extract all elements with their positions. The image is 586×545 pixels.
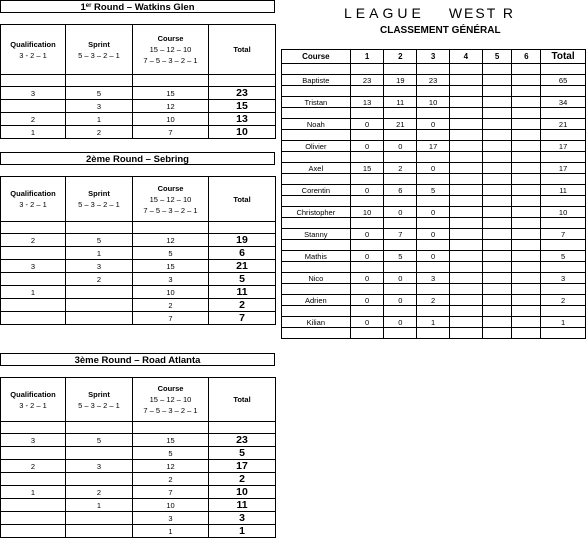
race-1-cell: 0	[350, 295, 384, 306]
course-cell: 2	[133, 299, 209, 312]
sprint-cell: 3	[66, 260, 133, 273]
qualification-cell: 1	[1, 126, 66, 139]
spacer-row	[282, 130, 586, 141]
race-6-cell	[512, 141, 541, 152]
round-2-body	[1, 234, 276, 325]
round-2-table	[0, 176, 276, 325]
sprint-cell: 1	[66, 499, 133, 512]
race-4-cell	[449, 75, 482, 86]
race-1-cell: 10	[350, 207, 384, 218]
total-cell: 23	[209, 87, 276, 100]
course-header: Course 15 – 12 – 10 7 – 5 – 3 – 2 – 1	[133, 25, 209, 75]
race-5-header: 5	[482, 50, 512, 64]
race-5-cell	[482, 207, 512, 218]
round-3-number: 3ème	[74, 355, 99, 366]
course-cell: 7	[133, 126, 209, 139]
race-2-cell: 11	[384, 97, 417, 108]
spacer-row	[282, 262, 586, 273]
race-4-cell	[449, 273, 482, 284]
qualification-cell: 1	[1, 486, 66, 499]
qualification-cell: 1	[1, 286, 66, 299]
qualification-cell: 3	[1, 260, 66, 273]
driver-name-cell: Nico	[282, 273, 351, 284]
sprint-cell: 3	[66, 460, 133, 473]
race-5-cell	[482, 229, 512, 240]
sprint-header: Sprint 5 – 3 – 2 – 1	[66, 378, 133, 422]
qualification-cell	[1, 299, 66, 312]
race-3-cell: 0	[417, 119, 450, 130]
race-5-cell	[482, 97, 512, 108]
spacer-row	[282, 306, 586, 317]
course-cell: 10	[133, 499, 209, 512]
sprint-cell: 1	[66, 247, 133, 260]
sprint-cell	[66, 286, 133, 299]
race-3-cell: 3	[417, 273, 450, 284]
sprint-cell: 2	[66, 126, 133, 139]
standings-row	[282, 75, 586, 86]
course-cell: 12	[133, 100, 209, 113]
race-5-cell	[482, 119, 512, 130]
total-cell: 1	[541, 317, 586, 328]
driver-name-cell: Adrien	[282, 295, 351, 306]
sprint-cell: 5	[66, 87, 133, 100]
table-row	[1, 486, 276, 499]
total-cell: 10	[209, 126, 276, 139]
spacer-row	[282, 218, 586, 229]
league-title-right: WEST R	[448, 5, 516, 21]
total-cell: 11	[541, 185, 586, 196]
total-header: Total	[209, 25, 276, 75]
race-6-cell	[512, 207, 541, 218]
race-4-cell	[449, 207, 482, 218]
race-3-cell: 10	[417, 97, 450, 108]
course-cell: 15	[133, 87, 209, 100]
race-3-cell: 17	[417, 141, 450, 152]
race-5-cell	[482, 141, 512, 152]
standings-row	[282, 185, 586, 196]
race-2-header: 2	[384, 50, 417, 64]
total-cell: 2	[541, 295, 586, 306]
course-cell: 15	[133, 260, 209, 273]
spacer-row	[282, 284, 586, 295]
total-cell: 3	[209, 512, 276, 525]
race-6-cell	[512, 229, 541, 240]
total-header: Total	[209, 378, 276, 422]
qualification-header: Qualification 3 - 2 – 1	[1, 25, 66, 75]
race-6-cell	[512, 295, 541, 306]
race-2-cell: 2	[384, 163, 417, 174]
sprint-cell	[66, 447, 133, 460]
total-cell: 11	[209, 499, 276, 512]
sprint-cell: 3	[66, 100, 133, 113]
table-row	[1, 434, 276, 447]
total-cell: 5	[209, 447, 276, 460]
sprint-cell: 5	[66, 234, 133, 247]
round-1-table	[0, 24, 276, 139]
race-2-cell: 7	[384, 229, 417, 240]
driver-name-cell: Tristan	[282, 97, 351, 108]
race-5-cell	[482, 295, 512, 306]
total-cell: 15	[209, 100, 276, 113]
round-3-table	[0, 377, 276, 538]
course-cell: 3	[133, 273, 209, 286]
race-4-cell	[449, 141, 482, 152]
total-cell: 7	[209, 312, 276, 325]
total-cell: 17	[209, 460, 276, 473]
qualification-cell: 2	[1, 113, 66, 126]
race-1-cell: 0	[350, 229, 384, 240]
race-4-cell	[449, 229, 482, 240]
table-row	[1, 87, 276, 100]
spacer-row	[1, 75, 276, 87]
total-cell: 13	[209, 113, 276, 126]
sprint-header: Sprint 5 – 3 – 2 – 1	[66, 177, 133, 222]
qualification-cell: 3	[1, 87, 66, 100]
course-cell: 5	[133, 247, 209, 260]
league-body	[282, 64, 586, 339]
table-row	[1, 512, 276, 525]
spacer-row	[282, 240, 586, 251]
total-cell: 10	[541, 207, 586, 218]
round-3-name: Round – Road Atlanta	[98, 355, 201, 366]
spacer-row	[282, 174, 586, 185]
table-row	[1, 473, 276, 486]
race-3-cell: 0	[417, 207, 450, 218]
driver-name-cell: Olivier	[282, 141, 351, 152]
driver-name-cell: Axel	[282, 163, 351, 174]
driver-name-cell: Baptiste	[282, 75, 351, 86]
table-row	[1, 100, 276, 113]
race-2-cell: 19	[384, 75, 417, 86]
race-5-cell	[482, 163, 512, 174]
race-2-cell: 6	[384, 185, 417, 196]
race-5-cell	[482, 317, 512, 328]
driver-name-cell: Corentin	[282, 185, 351, 196]
course-cell: 5	[133, 447, 209, 460]
race-1-header: 1	[350, 50, 384, 64]
race-5-cell	[482, 75, 512, 86]
total-cell: 2	[209, 473, 276, 486]
sprint-cell	[66, 312, 133, 325]
total-cell: 17	[541, 163, 586, 174]
qualification-cell	[1, 512, 66, 525]
course-cell: 1	[133, 525, 209, 538]
race-3-cell: 2	[417, 295, 450, 306]
race-2-cell: 0	[384, 207, 417, 218]
spacer-row	[282, 328, 586, 339]
spacer-row	[282, 64, 586, 75]
table-row	[1, 273, 276, 286]
standings-row	[282, 295, 586, 306]
driver-name-cell: Noah	[282, 119, 351, 130]
total-cell: 1	[209, 525, 276, 538]
course-cell: 7	[133, 486, 209, 499]
qualification-cell	[1, 473, 66, 486]
sprint-cell	[66, 512, 133, 525]
race-5-cell	[482, 273, 512, 284]
race-5-cell	[482, 251, 512, 262]
course-header: Course 15 – 12 – 10 7 – 5 – 3 – 2 – 1	[133, 177, 209, 222]
standings-row	[282, 119, 586, 130]
race-1-cell: 0	[350, 273, 384, 284]
total-cell: 21	[541, 119, 586, 130]
race-6-header: 6	[512, 50, 541, 64]
race-6-cell	[512, 185, 541, 196]
race-1-cell: 15	[350, 163, 384, 174]
round-1-superscript: er	[85, 3, 92, 9]
spacer-row	[1, 422, 276, 434]
course-cell: 7	[133, 312, 209, 325]
total-cell: 21	[209, 260, 276, 273]
race-4-cell	[449, 251, 482, 262]
table-row	[1, 499, 276, 512]
sprint-cell: 2	[66, 486, 133, 499]
standings-row	[282, 163, 586, 174]
total-column-header: Total	[541, 50, 586, 64]
standings-row	[282, 141, 586, 152]
sprint-header: Sprint 5 – 3 – 2 – 1	[66, 25, 133, 75]
table-row	[1, 299, 276, 312]
qualification-cell	[1, 247, 66, 260]
round-1-name: Round – Watkins Glen	[91, 2, 195, 13]
race-6-cell	[512, 163, 541, 174]
qualification-cell: 2	[1, 460, 66, 473]
course-cell: 3	[133, 512, 209, 525]
race-3-cell: 0	[417, 251, 450, 262]
standings-row	[282, 251, 586, 262]
qualification-cell	[1, 312, 66, 325]
round-1-number: 1	[80, 2, 86, 13]
spacer-row	[1, 222, 276, 234]
qualification-header: Qualification 3 - 2 – 1	[1, 378, 66, 422]
race-5-cell	[482, 185, 512, 196]
race-2-cell: 5	[384, 251, 417, 262]
table-row	[1, 447, 276, 460]
sprint-cell	[66, 473, 133, 486]
standings-row	[282, 207, 586, 218]
league-header-row	[282, 50, 586, 64]
sprint-cell: 2	[66, 273, 133, 286]
league-title	[344, 5, 515, 21]
round-1-header-row	[1, 25, 276, 75]
round-3-body	[1, 434, 276, 538]
course-cell: 12	[133, 460, 209, 473]
race-1-cell: 13	[350, 97, 384, 108]
race-3-header: 3	[417, 50, 450, 64]
driver-name-cell: Christopher	[282, 207, 351, 218]
total-cell: 6	[209, 247, 276, 260]
table-row	[1, 126, 276, 139]
driver-name-cell: Stanny	[282, 229, 351, 240]
race-2-cell: 0	[384, 317, 417, 328]
classement-general-heading: CLASSEMENT GÉNÉRAL	[380, 25, 501, 36]
round-2-header-row	[1, 177, 276, 222]
spacer-row	[282, 152, 586, 163]
table-row	[1, 234, 276, 247]
total-cell: 65	[541, 75, 586, 86]
qualification-cell	[1, 447, 66, 460]
course-cell: 10	[133, 113, 209, 126]
round-3-header-row	[1, 378, 276, 422]
table-row	[1, 525, 276, 538]
total-cell: 2	[209, 299, 276, 312]
spacer-row	[282, 108, 586, 119]
race-4-cell	[449, 295, 482, 306]
round-2-number: 2ème	[86, 154, 111, 165]
qualification-cell	[1, 100, 66, 113]
race-4-header: 4	[449, 50, 482, 64]
total-cell: 5	[541, 251, 586, 262]
total-cell: 10	[209, 486, 276, 499]
qualification-cell	[1, 273, 66, 286]
qualification-cell: 3	[1, 434, 66, 447]
table-row	[1, 247, 276, 260]
table-row	[1, 286, 276, 299]
table-row	[1, 260, 276, 273]
race-1-cell: 0	[350, 185, 384, 196]
qualification-cell: 2	[1, 234, 66, 247]
standings-row	[282, 97, 586, 108]
race-4-cell	[449, 163, 482, 174]
course-column-header: Course	[282, 50, 351, 64]
standings-row	[282, 273, 586, 284]
driver-name-cell: Kilian	[282, 317, 351, 328]
qualification-header: Qualification 3 - 2 – 1	[1, 177, 66, 222]
race-3-cell: 1	[417, 317, 450, 328]
table-row	[1, 113, 276, 126]
sprint-cell	[66, 525, 133, 538]
round-1-body	[1, 87, 276, 139]
standings-row	[282, 317, 586, 328]
course-header: Course 15 – 12 – 10 7 – 5 – 3 – 2 – 1	[133, 378, 209, 422]
course-cell: 10	[133, 286, 209, 299]
course-cell: 12	[133, 234, 209, 247]
race-2-cell: 21	[384, 119, 417, 130]
race-2-cell: 0	[384, 141, 417, 152]
round-1-title	[0, 0, 275, 13]
race-6-cell	[512, 75, 541, 86]
race-6-cell	[512, 119, 541, 130]
race-4-cell	[449, 119, 482, 130]
race-2-cell: 0	[384, 273, 417, 284]
race-3-cell: 5	[417, 185, 450, 196]
driver-name-cell: Mathis	[282, 251, 351, 262]
total-cell: 3	[541, 273, 586, 284]
race-1-cell: 0	[350, 119, 384, 130]
round-2-name: Round – Sebring	[110, 154, 189, 165]
race-4-cell	[449, 97, 482, 108]
course-cell: 15	[133, 434, 209, 447]
total-cell: 5	[209, 273, 276, 286]
qualification-cell	[1, 525, 66, 538]
race-1-cell: 0	[350, 141, 384, 152]
race-1-cell: 0	[350, 251, 384, 262]
total-header: Total	[209, 177, 276, 222]
race-6-cell	[512, 97, 541, 108]
round-3-title	[0, 353, 275, 366]
race-2-cell: 0	[384, 295, 417, 306]
course-cell: 2	[133, 473, 209, 486]
race-6-cell	[512, 273, 541, 284]
round-2-title	[0, 152, 275, 165]
race-1-cell: 0	[350, 317, 384, 328]
league-standings-table	[281, 49, 586, 339]
sprint-cell	[66, 299, 133, 312]
race-1-cell: 23	[350, 75, 384, 86]
race-3-cell: 0	[417, 163, 450, 174]
sprint-cell: 5	[66, 434, 133, 447]
total-cell: 19	[209, 234, 276, 247]
total-cell: 7	[541, 229, 586, 240]
table-row	[1, 312, 276, 325]
total-cell: 34	[541, 97, 586, 108]
race-4-cell	[449, 317, 482, 328]
total-cell: 11	[209, 286, 276, 299]
league-title-left: LEAGUE	[344, 5, 425, 21]
standings-row	[282, 229, 586, 240]
total-cell: 23	[209, 434, 276, 447]
race-3-cell: 23	[417, 75, 450, 86]
race-6-cell	[512, 317, 541, 328]
race-3-cell: 0	[417, 229, 450, 240]
qualification-cell	[1, 499, 66, 512]
spacer-row	[282, 196, 586, 207]
spacer-row	[282, 86, 586, 97]
table-row	[1, 460, 276, 473]
race-6-cell	[512, 251, 541, 262]
race-4-cell	[449, 185, 482, 196]
total-cell: 17	[541, 141, 586, 152]
sprint-cell: 1	[66, 113, 133, 126]
